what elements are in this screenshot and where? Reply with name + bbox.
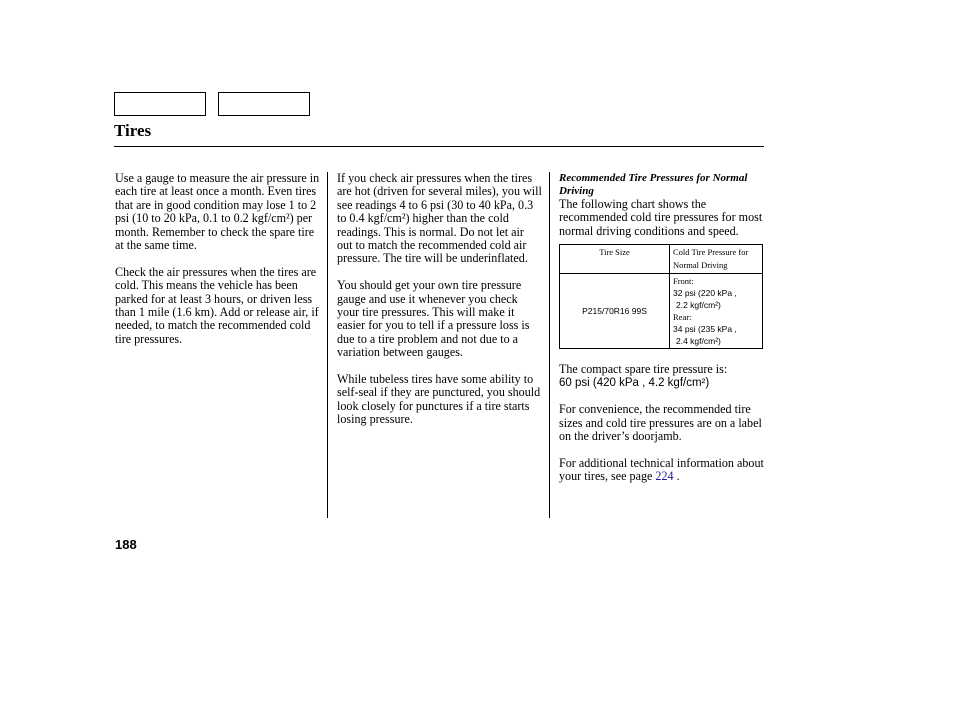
paragraph-gauge: Use a gauge to measure the air pressure in each tire at least once a month. Even tires that are in good condition may lose 1 to 2 psi (10 to 20 kPa, 0.1 to 0.2 kgf/cm²) per month. Remember to check the spare tire at the same time.: [115, 171, 320, 253]
header-tire-size: Tire Size: [560, 245, 670, 274]
paragraph-cold-check: Check the air pressures when the tires are cold. This means the vehicle has been parked for at least 3 hours, or driven less than 1 mile (1.6 km). Add or release air, if needed, to match the recommended cold tire pressures.: [115, 264, 319, 346]
title-rule: [114, 146, 764, 147]
rear-label: Rear:: [673, 312, 692, 323]
paragraph-hot-tires: If you check air pressures when the tires are hot (driven for several miles), you will see readings 4 to 6 psi (30 to 40 kPa, 0.3 to 0.4 kgf/cm²) higher than the cold readings. This is normal. Do not let air out to match the recommended cold air pressure. The tire will be underinflated.: [337, 171, 542, 266]
column-2: [337, 172, 542, 440]
nav-box-previous[interactable]: [114, 92, 206, 116]
column-divider-2: [549, 172, 550, 518]
paragraph-tubeless: While tubeless tires have some ability to self-seal if they are punctured, you should look closely for punctures if a tire starts losing pressure.: [337, 372, 541, 427]
header-cold-pressure: Cold Tire Pressure for Normal Driving: [670, 245, 763, 274]
column-divider-1: [327, 172, 328, 518]
spare-tire-value: 60 psi (420 kPa , 4.2 kgf/cm²): [559, 376, 710, 389]
table-row: [560, 274, 763, 349]
paragraph-convenience: For convenience, the recommended tire sizes and cold tire pressures are on a label on the driver’s doorjamb.: [559, 402, 762, 444]
paragraph-chart-intro: The following chart shows the recommended cold tire pressures for most normal driving conditions and speed.: [559, 197, 763, 238]
page-number: 188: [115, 537, 137, 552]
tire-pressure-table: [559, 244, 763, 349]
front-value-kgf: 2.2 kgf/cm²): [676, 300, 721, 311]
rear-value-kgf: 2.4 kgf/cm²): [676, 336, 721, 347]
paragraph-additional-info: [559, 457, 765, 484]
pressure-cell: [670, 274, 763, 349]
additional-info-period: .: [676, 469, 680, 484]
front-label: Front:: [673, 276, 694, 287]
tire-size-value: P215/70R16 99S: [560, 274, 670, 349]
column-1: [115, 172, 320, 360]
additional-info-text: For additional technical information about your tires, see page: [559, 456, 764, 484]
rear-value-psi: 34 psi (235 kPa ,: [673, 324, 737, 335]
front-value-psi: 32 psi (220 kPa ,: [673, 288, 737, 299]
page-link[interactable]: 224: [655, 469, 674, 484]
spare-tire-text: The compact spare tire pressure is:: [559, 362, 728, 377]
table-header-row: [560, 245, 763, 274]
column-3: [559, 172, 765, 497]
nav-box-next[interactable]: [218, 92, 310, 116]
section-subheading: Recommended Tire Pressures for Normal Driving: [559, 172, 748, 197]
page-title: Tires: [114, 121, 152, 140]
paragraph-own-gauge: You should get your own tire pressure gauge and use it whenever you check your tire pressures. This will make it easier for you to tell if a pressure loss is due to a tire problem and not due to a variation between gauges.: [337, 278, 530, 360]
